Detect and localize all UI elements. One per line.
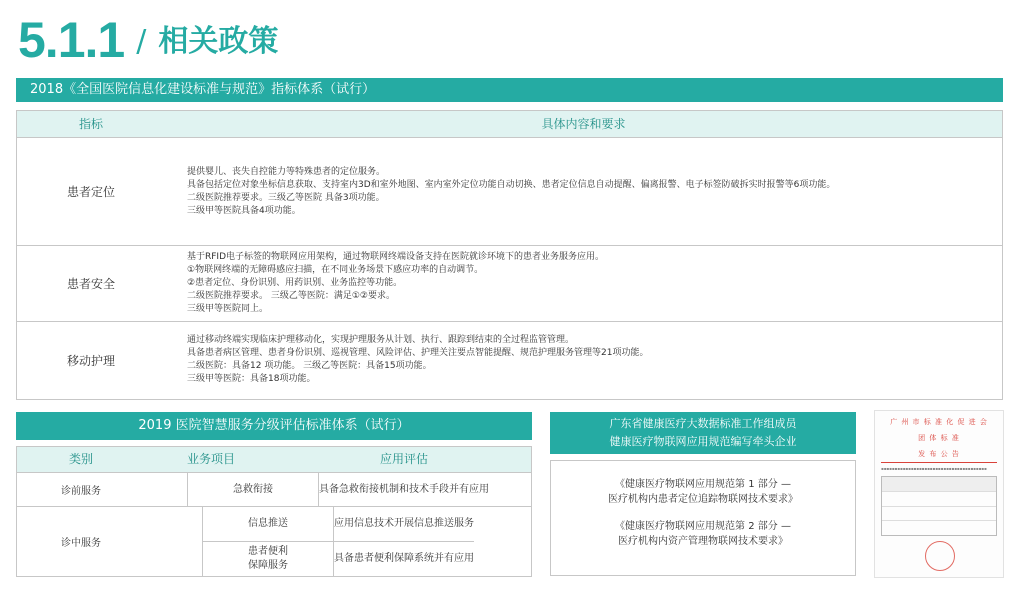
- content-line: 通过移动终端实现临床护理移动化，实现护理服务从计划、执行、跟踪到结束的全过程监管管理。: [187, 335, 575, 345]
- content-line: 三级甲等医院同上。: [187, 304, 269, 314]
- content-line: 三级甲等医院：具备18项功能。: [187, 374, 316, 384]
- sub-row: [202, 507, 474, 541]
- certificate-rule: [881, 462, 997, 463]
- row-name: 患者安全: [66, 277, 115, 291]
- service-table-title: 2019 医院智慧服务分级评估标准体系（试行）: [16, 412, 532, 440]
- table-row: [17, 245, 1002, 321]
- section-heading: [18, 8, 278, 70]
- sub-row: [187, 473, 489, 506]
- standard-item: [551, 477, 855, 507]
- certificate-fine-print: ▪▪▪▪▪▪▪▪▪▪▪▪▪▪▪▪▪▪▪▪▪▪▪▪▪▪▪▪▪▪▪▪▪▪▪▪▪▪▪: [881, 466, 987, 471]
- row-items: [145, 473, 531, 506]
- content-line: 二级医院：具备12 项功能。 三级乙等医院：具备15项功能。: [187, 361, 432, 371]
- section-title: 相关政策: [158, 24, 279, 59]
- row-content: [165, 246, 1002, 321]
- header-content: 具体内容和要求: [541, 117, 626, 131]
- certificate-table-row: [882, 506, 996, 521]
- content-line: 二级医院推荐要求。三级乙等医院 具备3项功能。: [187, 192, 385, 203]
- workgroup-title-line: 广东省健康医疗大数据标准工作组成员: [609, 417, 797, 430]
- row-name: 移动护理: [66, 353, 115, 368]
- certificate-table-row: [882, 520, 996, 535]
- certificate-image: [874, 410, 1004, 578]
- standard-line: 医疗机构内资产管理物联网技术要求》: [618, 536, 788, 547]
- standard-line: 《健康医疗物联网应用规范第 2 部分 —: [615, 521, 791, 532]
- content-line: ②患者定位、身份识别、用药识别、业务监控等功能。: [187, 278, 403, 288]
- row-content: [165, 322, 1002, 398]
- indicator-table-header: [17, 111, 1002, 137]
- content-line: 提供婴儿、丧失自控能力等特殊患者的定位服务。: [187, 166, 386, 177]
- content-line: 具备患者病区管理、患者身份识别、巡视管理、风险评估、护理关注要点智能提醒、规范护理服务管理等21项功能。: [187, 348, 649, 358]
- certificate-table: [881, 476, 997, 536]
- content-line: 二级医院推荐要求。 三级乙等医院：满足①②要求。: [187, 291, 395, 301]
- table-row: [17, 321, 1002, 398]
- certificate-table-row: [882, 477, 996, 491]
- table-row: [17, 137, 1002, 245]
- workgroup-title: [550, 412, 856, 454]
- service-table-header: [17, 447, 531, 472]
- standards-box: [550, 460, 856, 576]
- content-line: 三级甲等医院具备4项功能。: [187, 205, 301, 216]
- certificate-line: 发 布 公 告: [918, 450, 960, 458]
- table-row: [17, 506, 531, 576]
- header-evaluation: 应用评估: [379, 452, 428, 466]
- certificate-line: 广 州 市 标 准 化 促 进 会: [890, 418, 988, 426]
- sub-row: [202, 541, 474, 576]
- row-evaluation: 具备急救衔接机制和技术手段并有应用: [319, 483, 489, 495]
- row-item: 信息推送: [202, 507, 334, 541]
- content-line: ①物联网终端的无障碍感应扫描，在不同业务场景下感应功率的自动调节。: [187, 265, 484, 275]
- top-table-title: 2018《全国医院信息化建设标准与规范》指标体系（试行）: [16, 78, 1003, 102]
- row-category: 诊中服务: [61, 538, 101, 549]
- certificate-table-row: [882, 491, 996, 506]
- heading-slash: /: [136, 24, 147, 59]
- table-row: [17, 472, 531, 506]
- row-item: 患者便利 保障服务: [202, 542, 334, 576]
- row-content: [165, 138, 1002, 245]
- row-evaluation: 具备患者便利保障系统并有应用: [334, 553, 474, 564]
- seal-icon: [925, 541, 955, 571]
- header-indicator: 指标: [78, 117, 103, 131]
- content-line: 具备包括定位对象坐标信息获取、支持室内3D和室外地图、室内室外定位功能自动切换、患者定位信息自动提醒、偏离报警、电子标签防破拆实时报警等6项功能。: [187, 179, 836, 190]
- row-category: 诊前服务: [61, 486, 101, 497]
- row-items: [145, 507, 531, 576]
- row-name: 患者定位: [66, 185, 115, 199]
- row-item: 急救衔接: [187, 473, 319, 506]
- header-item: 业务项目: [186, 452, 235, 466]
- workgroup-title-line: 健康医疗物联网应用规范编写牵头企业: [609, 435, 797, 448]
- standard-line: 《健康医疗物联网应用规范第 1 部分 —: [615, 479, 791, 490]
- certificate-line: 团 体 标 准: [918, 434, 960, 442]
- header-category: 类别: [68, 452, 93, 466]
- standard-item: [551, 519, 855, 549]
- standard-line: 医疗机构内患者定位追踪物联网技术要求》: [608, 494, 798, 505]
- service-table: [16, 446, 532, 577]
- indicator-table: [16, 110, 1003, 400]
- row-evaluation: 应用信息技术开展信息推送服务: [334, 518, 474, 529]
- content-line: 基于RFID电子标签的物联网应用架构，通过物联网终端设备支持在医院就诊环境下的患者业务服务应用。: [187, 252, 605, 262]
- section-number: 5.1.1: [18, 12, 125, 68]
